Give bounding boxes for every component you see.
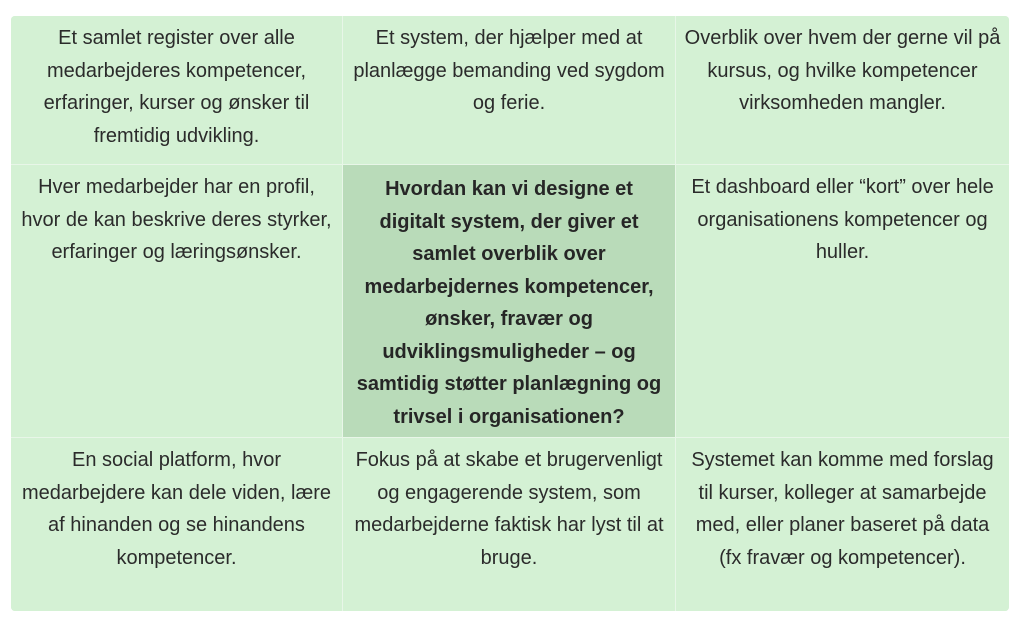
lotus-idea-board [11, 16, 1009, 611]
idea-cell-employee-profile: Hver medarbejder har en profil, hvor de kan beskrive deres styrker, erfaringer og læringsønsker. [11, 165, 343, 438]
central-question-cell: Hvordan kan vi designe et digitalt system, der giver et samlet overblik over medarbejdernes kompetencer, ønsker, fravær og udviklingsmuligheder – og samtidig støtter planlægning og trivsel i organisationen? [343, 165, 676, 438]
idea-cell-user-friendly-focus: Fokus på at skabe et brugervenligt og engagerende system, som medarbejderne faktisk har lyst til at bruge. [343, 438, 676, 611]
idea-cell-course-overview: Overblik over hvem der gerne vil på kursus, og hvilke kompetencer virksomheden mangler. [676, 16, 1009, 165]
idea-cell-dashboard-map: Et dashboard eller “kort” over hele organisationens kompetencer og huller. [676, 165, 1009, 438]
idea-cell-competence-register: Et samlet register over alle medarbejderes kompetencer, erfaringer, kurser og ønsker til fremtidig udvikling. [11, 16, 343, 165]
idea-cell-social-platform: En social platform, hvor medarbejdere kan dele viden, lære af hinanden og se hinandens kompetencer. [11, 438, 343, 611]
idea-cell-suggestions: Systemet kan komme med forslag til kurser, kolleger at samarbejde med, eller planer baseret på data (fx fravær og kompetencer). [676, 438, 1009, 611]
idea-cell-staffing-planning: Et system, der hjælper med at planlægge bemanding ved sygdom og ferie. [343, 16, 676, 165]
